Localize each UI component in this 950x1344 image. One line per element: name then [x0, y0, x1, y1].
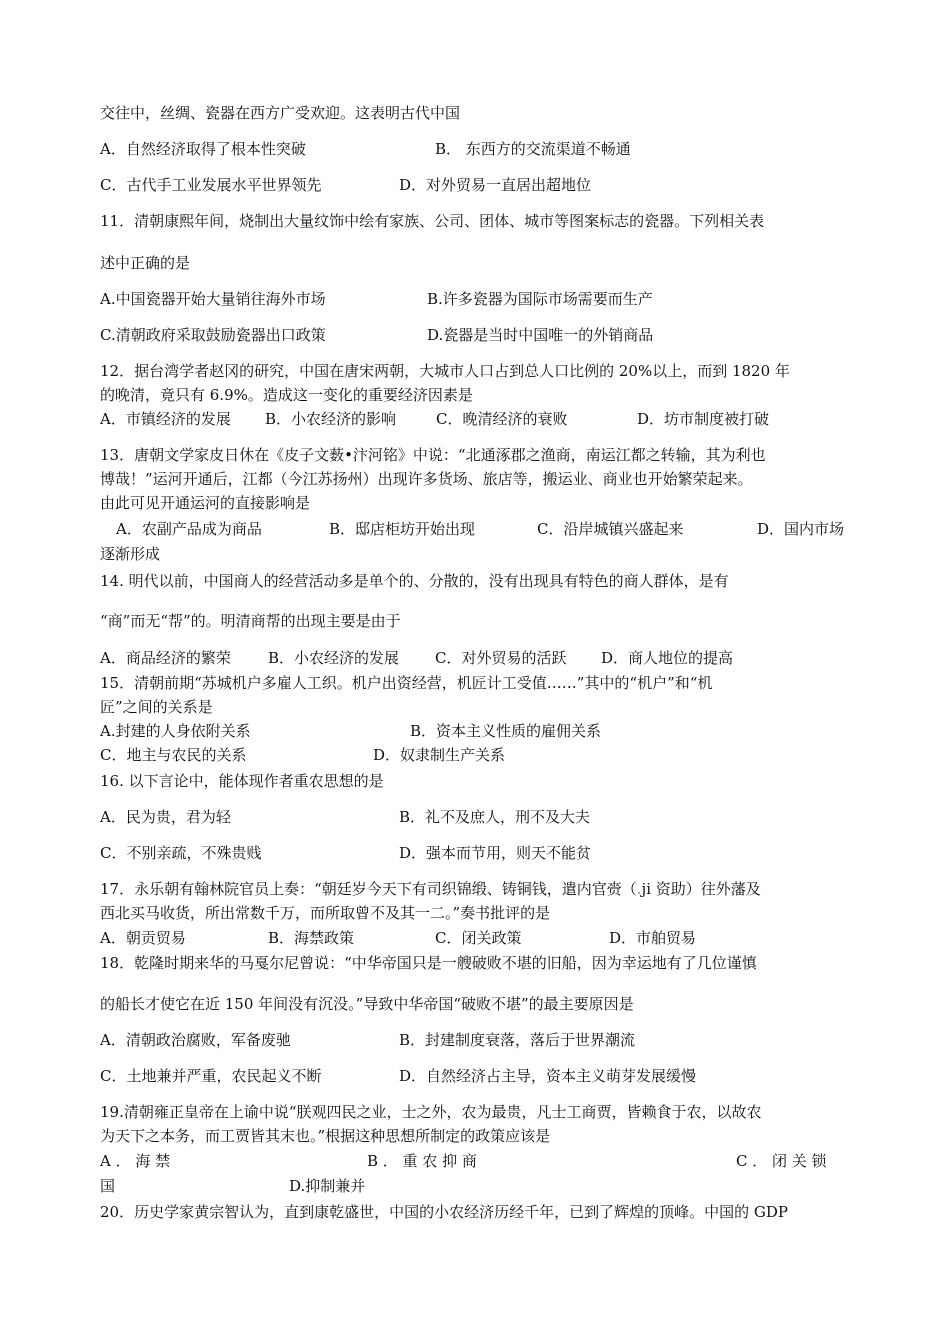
q13-option-a: A．农副产品成为商品 [116, 520, 262, 538]
q17-stem-line2: 西北买马收货，所出常数千万，而所取曾不及其一二。”奏书批评的是 [100, 904, 551, 922]
q15-option-a: A.封建的人身依附关系 [100, 722, 251, 740]
q16-option-c: C．不别亲疏，不殊贵贱 [100, 844, 262, 862]
q11-option-a: A.中国瓷器开始大量销往海外市场 [100, 290, 326, 308]
q10-stem-tail: 交往中，丝绸、瓷器在西方广受欢迎。这表明古代中国 [100, 104, 461, 122]
q19-stem-line2: 为天下之本务，而工贾皆其末也。”根据这种思想所制定的政策应该是 [100, 1127, 551, 1145]
q13-option-d: D．国内市场 [757, 520, 845, 538]
q13-option-d-tail: 逐渐形成 [100, 545, 161, 563]
q14-option-a: A．商品经济的繁荣 [100, 649, 231, 667]
q12-option-d: D．坊市制度被打破 [637, 410, 770, 428]
q19-option-c: C ． 闭 关 锁 [736, 1152, 827, 1170]
q10-option-c: C．古代手工业发展水平世界领先 [100, 176, 322, 194]
q15-option-b: B．资本主义性质的雇佣关系 [410, 722, 602, 740]
q14-option-b: B．小农经济的发展 [268, 649, 400, 667]
q11-option-c: C.清朝政府采取鼓励瓷器出口政策 [100, 326, 326, 344]
q16-option-b: B．礼不及庶人，刑不及大夫 [399, 808, 591, 826]
q16-option-a: A．民为贵，君为轻 [100, 808, 231, 826]
q12-option-c: C．晚清经济的衰败 [436, 410, 568, 428]
q11-option-d: D.瓷器是当时中国唯一的外销商品 [427, 326, 654, 344]
q17-option-b: B．海禁政策 [268, 929, 355, 947]
q20-stem-line1: 20．历史学家黄宗智认为，直到康乾盛世，中国的小农经济历经千年，已到了辉煌的顶峰。中国的 GDP [100, 1203, 788, 1221]
q10-option-d: D．对外贸易一直居出超地位 [399, 176, 592, 194]
q15-stem-line1: 15．清朝前期“苏城机户多雇人工织。机户出资经营，机匠计工受值……”其中的“机户”和“机 [100, 674, 713, 692]
q14-option-c: C．对外贸易的活跃 [435, 649, 567, 667]
q14-stem-line1: 14. 明代以前，中国商人的经营活动多是单个的、分散的，没有出现具有特色的商人群体，是有 [100, 572, 729, 590]
q11-option-b: B.许多瓷器为国际市场需要而生产 [427, 290, 653, 308]
q17-stem-dot: . [636, 880, 642, 898]
q19-stem-line1: 19.清朝雍正皇帝在上谕中说“朕观四民之业，士之外，农为最贵，凡士工商贾，皆赖食于农，以故农 [100, 1103, 762, 1121]
q12-option-a: A．市镇经济的发展 [100, 410, 231, 428]
q10-option-b: B． 东西方的交流渠道不畅通 [435, 140, 631, 158]
q13-option-b: B．邸店柜坊开始出现 [329, 520, 476, 538]
q16-stem: 16. 以下言论中，能体现作者重农思想的是 [100, 772, 384, 790]
q18-option-b: B．封建制度衰落，落后于世界潮流 [399, 1031, 636, 1049]
q15-option-c: C．地主与农民的关系 [100, 746, 247, 764]
q14-option-d: D．商人地位的提高 [601, 649, 734, 667]
q10-option-a: A．自然经济取得了根本性突破 [100, 140, 306, 158]
q16-option-d: D．强本而节用，则天不能贫 [399, 844, 592, 862]
q14-stem-line2: “商”而无“帮”的。明清商帮的出现主要是由于 [100, 612, 401, 630]
q15-stem-line2: 匠”之间的关系是 [100, 698, 213, 716]
q18-option-a: A．清朝政治腐败，军备废驰 [100, 1031, 291, 1049]
q13-stem-line3: 由此可见开通运河的直接影响是 [100, 494, 311, 512]
q17-option-c: C．闭关政策 [435, 929, 522, 947]
q18-option-c: C．土地兼并严重，农民起义不断 [100, 1067, 322, 1085]
q19-option-d: D.抑制兼并 [289, 1177, 366, 1195]
q12-stem-line1: 12．据台湾学者赵冈的研究，中国在唐宋两朝，大城市人口占到总人口比例的 20%以上，而到 1820 年 [100, 362, 790, 380]
q13-stem-line2: 博哉！”运河开通后，江都（今江苏扬州）出现许多货场、旅店等，搬运业、商业也开始繁荣起来。 [100, 470, 753, 488]
q17-stem-line1-b: ji 资助）往外藩及 [641, 880, 761, 898]
q17-stem-line1 [100, 880, 761, 900]
q13-stem-line1: 13．唐朝文学家皮日休在《皮子文薮•汴河铭》中说：“北通涿郡之渔商，南运江都之转输，其为利也 [100, 446, 766, 464]
q18-stem-line2: 的船长才使它在近 150 年间没有沉没。”导致中华帝国“破败不堪”的最主要原因是 [100, 995, 634, 1013]
q17-option-d: D．市舶贸易 [609, 929, 697, 947]
q11-stem-line1: 11．清朝康熙年间，烧制出大量纹饰中绘有家族、公司、团体、城市等图案标志的瓷器。下列相关表 [100, 212, 765, 230]
q15-option-d: D．奴隶制生产关系 [373, 746, 506, 764]
q11-stem-line2: 述中正确的是 [100, 254, 191, 272]
q18-stem-line1: 18．乾隆时期来华的马戛尔尼曾说：“中华帝国只是一艘破败不堪的旧船，因为幸运地有了几位谨慎 [100, 954, 757, 972]
q17-option-a: A．朝贡贸易 [100, 929, 186, 947]
q12-stem-line2: 的晚清，竟只有 6.9%。造成这一变化的重要经济因素是 [100, 386, 473, 404]
q19-option-b: B ． 重 农 抑 商 [367, 1152, 477, 1170]
q12-option-b: B．小农经济的影响 [265, 410, 397, 428]
q18-option-d: D．自然经济占主导，资本主义萌芽发展缓慢 [399, 1067, 697, 1085]
q19-option-c-tail: 国 [100, 1177, 116, 1195]
q17-stem-line1-a: 17．永乐朝有翰林院官员上奏：“朝廷岁今天下有司织锦缎、铸铜钱，遣内官赍（ [100, 880, 637, 898]
q19-option-a: A ． 海 禁 [100, 1152, 171, 1170]
q13-option-c: C．沿岸城镇兴盛起来 [537, 520, 684, 538]
